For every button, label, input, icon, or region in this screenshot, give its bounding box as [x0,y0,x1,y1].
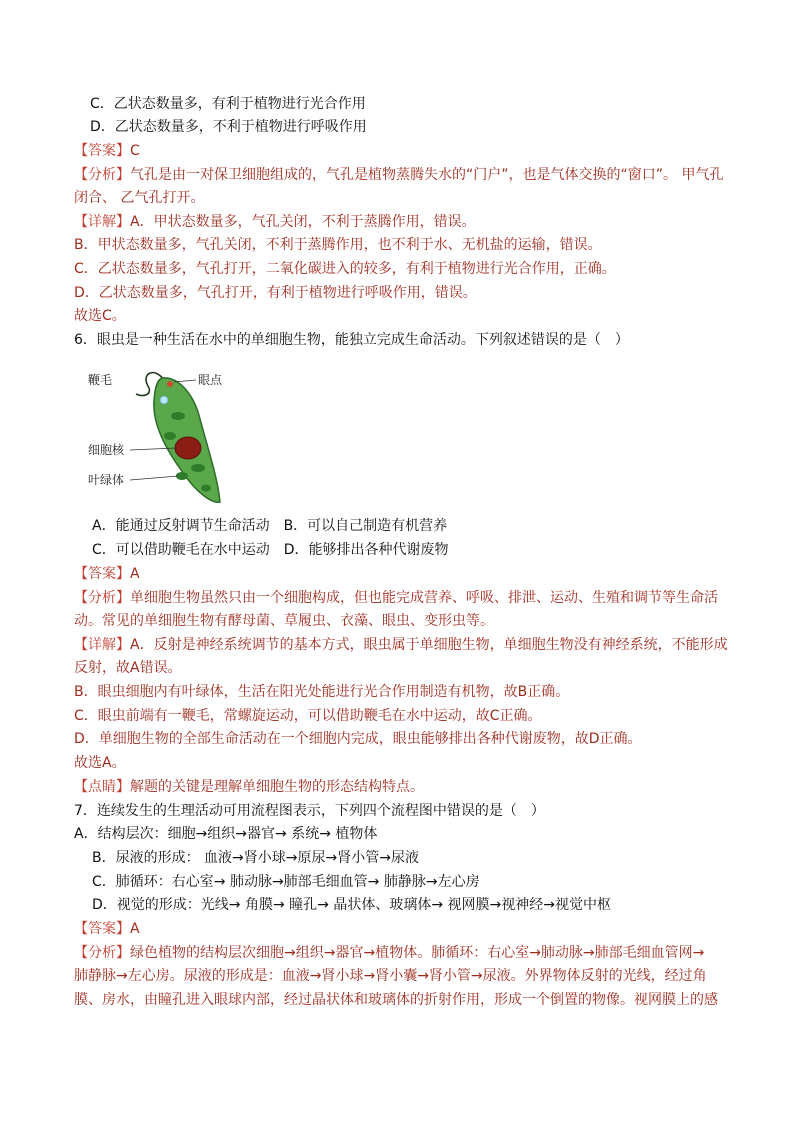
tip-tag: 【点睛】 [74,779,130,795]
chloroplast-shape [191,464,205,472]
q6-stem: 6．眼虫是一种生活在水中的单细胞生物，能独立完成生命活动。下列叙述错误的是（ ） [74,332,629,348]
q5-analysis-line-1 [74,165,723,185]
detail-text: A．反射是神经系统调节的基本方式，眼虫属于单细胞生物，单细胞生物没有神经系统，不能形成 [130,637,728,653]
q7-option-b: B．尿液的形成： 血液→肾小球→原尿→肾小管→尿液 [92,850,419,866]
nucleus-label: 细胞核 [88,443,125,457]
analysis-tag: 【分析】 [74,167,130,183]
q6-detail-line-a1 [74,635,728,655]
answer-tag: 【答案】 [74,143,130,159]
chloroplast-shape [201,485,211,492]
q5-option-c: C．乙状态数量多，有利于植物进行光合作用 [90,96,366,112]
q7-option-c: C．肺循环：右心室→ 肺动脉→肺部毛细血管→ 肺静脉→左心房 [92,874,480,890]
eyespot-label: 眼点 [198,373,223,387]
q5-detail-line-c: C．乙状态数量多，气孔打开，二氧化碳进入的较多，有利于植物进行光合作用，正确。 [74,261,616,277]
detail-text: A．甲状态数量多，气孔关闭，不利于蒸腾作用，错误。 [130,214,476,230]
flagellum-label: 鞭毛 [88,373,113,387]
analysis-text: 绿色植物的结构层次细胞→组织→器官→植物体。肺循环：右心室→肺动脉→肺部毛细血管网→ [130,945,705,961]
nucleus-shape [175,437,201,459]
vacuole-shape [160,396,168,404]
q6-detail-line-d: D．单细胞生物的全部生命活动在一个细胞内完成，眼虫能够排出各种代谢废物，故D正确。 [74,731,642,747]
detail-tag: 【详解】 [74,637,130,653]
analysis-text: 单细胞生物虽然只由一个细胞构成，但也能完成营养、呼吸、排泄、运动、生殖和调节等生命活 [130,590,718,606]
chloroplast-shape [164,432,176,440]
chloroplast-pointer [130,476,178,480]
chloroplast-label: 叶绿体 [88,473,125,487]
q7-stem: 7．连续发生的生理活动可用流程图表示，下列四个流程图中错误的是（ ） [74,803,545,819]
euglena-figure [86,364,246,514]
q6-detail-line-a2: 反射，故A错误。 [74,660,182,676]
q6-answer-line [74,564,140,584]
analysis-tag: 【分析】 [74,945,130,961]
analysis-tag: 【分析】 [74,590,130,606]
answer-value: A [130,566,140,582]
q7-option-d: D．视觉的形成：光线→ 角膜→ 瞳孔→ 晶状体、玻璃体→ 视网膜→视神经→视觉中枢 [92,897,611,913]
answer-tag: 【答案】 [74,566,130,582]
tip-text: 解题的关键是理解单细胞生物的形态结构特点。 [130,779,424,795]
q7-option-a: A．结构层次：细胞→组织→器官→ 系统→ 植物体 [74,826,378,842]
analysis-text: 气孔是由一对保卫细胞组成的，气孔是植物蒸腾失水的“门户”，也是气体交换的“窗口”。 甲气孔 [130,167,724,183]
q5-detail-line-d: D．乙状态数量多，气孔打开，有利于植物进行呼吸作用，错误。 [74,285,477,301]
q6-options-ab: A．能通过反射调节生命活动 B．可以自己制造有机营养 [92,518,448,534]
q7-analysis-line-1 [74,943,704,963]
chloroplast-shape [171,412,185,420]
q7-analysis-line-2: 肺静脉→左心房。尿液的形成是：血液→肾小球→肾小囊→肾小管→尿液。外界物体反射的光线，经过角 [74,968,707,984]
q6-conclusion: 故选A。 [74,755,126,771]
q6-detail-line-c: C．眼虫前端有一鞭毛，常螺旋运动，可以借助鞭毛在水中运动，故C正确。 [74,708,542,724]
eyespot-shape [167,381,173,387]
q6-tip-line [74,777,424,797]
q6-detail-line-b: B．眼虫细胞内有叶绿体，生活在阳光处能进行光合作用制造有机物，故B正确。 [74,684,570,700]
detail-tag: 【详解】 [74,214,130,230]
q7-answer-line [74,919,140,939]
q5-option-d: D．乙状态数量多，不利于植物进行呼吸作用 [90,119,367,135]
euglena-diagram [86,364,246,514]
q6-options-cd: C．可以借助鞭毛在水中运动 D．能够排出各种代谢废物 [92,542,449,558]
q6-analysis-line-2: 动。常见的单细胞生物有酵母菌、草履虫、衣藻、眼虫、变形虫等。 [74,613,494,629]
q5-detail-line-a [74,212,476,232]
answer-value: C [130,143,140,159]
q5-answer-line [74,141,140,161]
answer-value: A [130,921,140,937]
q5-conclusion: 故选C。 [74,308,126,324]
q5-analysis-line-2: 闭合、 乙气孔打开。 [74,190,205,206]
q7-analysis-line-3: 膜、房水，由瞳孔进入眼球内部，经过晶状体和玻璃体的折射作用，形成一个倒置的物像。视网膜上的感 [74,992,718,1008]
q6-analysis-line-1 [74,588,718,608]
answer-tag: 【答案】 [74,921,130,937]
q5-detail-line-b: B．甲状态数量多，气孔关闭，不利于蒸腾作用，也不利于水、无机盐的运输，错误。 [74,237,602,253]
